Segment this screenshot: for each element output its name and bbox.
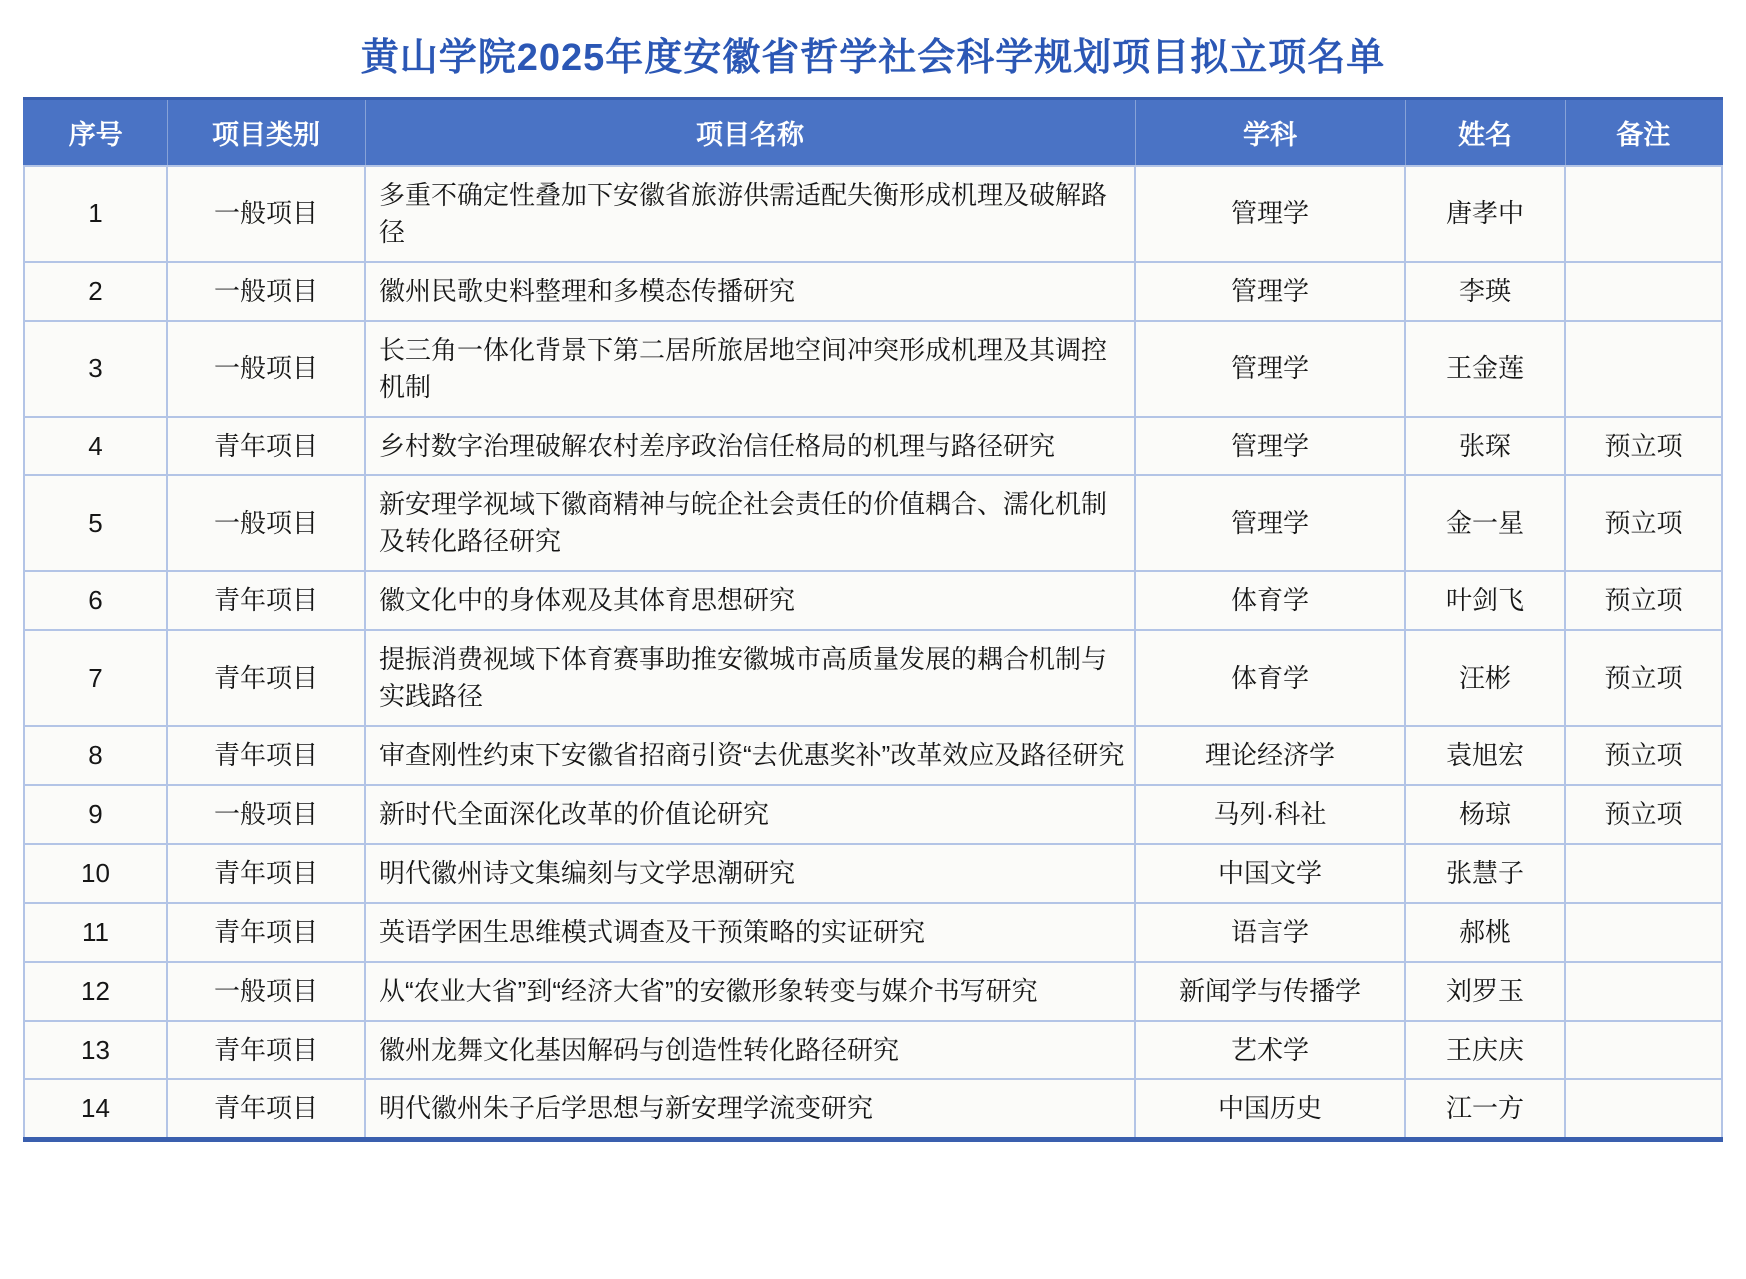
cell-remark: 预立项 — [1565, 417, 1722, 476]
cell-project-category: 一般项目 — [167, 321, 365, 417]
table-row — [24, 962, 1722, 1021]
cell-discipline: 新闻学与传播学 — [1135, 962, 1405, 1021]
cell-project-category: 青年项目 — [167, 630, 365, 726]
cell-remark: 预立项 — [1565, 571, 1722, 630]
cell-person-name: 王金莲 — [1405, 321, 1565, 417]
header-person-name: 姓名 — [1405, 99, 1565, 167]
cell-project-category: 青年项目 — [167, 1079, 365, 1139]
cell-serial-number: 4 — [24, 417, 167, 476]
table-row — [24, 571, 1722, 630]
cell-project-name: 长三角一体化背景下第二居所旅居地空间冲突形成机理及其调控机制 — [365, 321, 1135, 417]
cell-person-name: 江一方 — [1405, 1079, 1565, 1139]
cell-serial-number: 7 — [24, 630, 167, 726]
table-row — [24, 1079, 1722, 1139]
cell-serial-number: 11 — [24, 903, 167, 962]
cell-person-name: 张慧子 — [1405, 844, 1565, 903]
cell-project-category: 青年项目 — [167, 417, 365, 476]
cell-person-name: 叶剑飞 — [1405, 571, 1565, 630]
cell-remark — [1565, 903, 1722, 962]
cell-project-category: 一般项目 — [167, 962, 365, 1021]
cell-remark — [1565, 262, 1722, 321]
cell-project-name: 明代徽州朱子后学思想与新安理学流变研究 — [365, 1079, 1135, 1139]
projects-table — [23, 97, 1723, 1142]
cell-discipline: 理论经济学 — [1135, 726, 1405, 785]
cell-project-category: 一般项目 — [167, 166, 365, 262]
cell-discipline: 体育学 — [1135, 571, 1405, 630]
cell-project-name: 从“农业大省”到“经济大省”的安徽形象转变与媒介书写研究 — [365, 962, 1135, 1021]
cell-serial-number: 5 — [24, 475, 167, 571]
cell-project-name: 新安理学视域下徽商精神与皖企社会责任的价值耦合、濡化机制及转化路径研究 — [365, 475, 1135, 571]
cell-project-category: 青年项目 — [167, 726, 365, 785]
cell-project-category: 青年项目 — [167, 903, 365, 962]
cell-project-name: 徽文化中的身体观及其体育思想研究 — [365, 571, 1135, 630]
cell-discipline: 体育学 — [1135, 630, 1405, 726]
cell-person-name: 李瑛 — [1405, 262, 1565, 321]
table-row — [24, 726, 1722, 785]
cell-project-category: 一般项目 — [167, 475, 365, 571]
table-row — [24, 630, 1722, 726]
cell-remark — [1565, 844, 1722, 903]
page-title: 黄山学院2025年度安徽省哲学社会科学规划项目拟立项名单 — [360, 37, 1386, 79]
cell-project-category: 一般项目 — [167, 785, 365, 844]
cell-project-name: 多重不确定性叠加下安徽省旅游供需适配失衡形成机理及破解路径 — [365, 166, 1135, 262]
cell-project-name: 徽州龙舞文化基因解码与创造性转化路径研究 — [365, 1021, 1135, 1080]
table-row — [24, 844, 1722, 903]
cell-remark — [1565, 321, 1722, 417]
cell-project-name: 明代徽州诗文集编刻与文学思潮研究 — [365, 844, 1135, 903]
cell-person-name: 张琛 — [1405, 417, 1565, 476]
header-project-category: 项目类别 — [167, 99, 365, 167]
cell-project-category: 青年项目 — [167, 1021, 365, 1080]
cell-serial-number: 12 — [24, 962, 167, 1021]
cell-person-name: 刘罗玉 — [1405, 962, 1565, 1021]
cell-serial-number: 9 — [24, 785, 167, 844]
cell-project-category: 青年项目 — [167, 571, 365, 630]
cell-discipline: 管理学 — [1135, 321, 1405, 417]
table-row — [24, 417, 1722, 476]
table-row — [24, 903, 1722, 962]
cell-serial-number: 10 — [24, 844, 167, 903]
cell-project-name: 新时代全面深化改革的价值论研究 — [365, 785, 1135, 844]
cell-serial-number: 2 — [24, 262, 167, 321]
cell-discipline: 管理学 — [1135, 475, 1405, 571]
table-row — [24, 475, 1722, 571]
cell-project-category: 一般项目 — [167, 262, 365, 321]
cell-discipline: 中国文学 — [1135, 844, 1405, 903]
cell-remark: 预立项 — [1565, 785, 1722, 844]
table-row — [24, 1021, 1722, 1080]
header-discipline: 学科 — [1135, 99, 1405, 167]
cell-project-name: 乡村数字治理破解农村差序政治信任格局的机理与路径研究 — [365, 417, 1135, 476]
cell-remark: 预立项 — [1565, 475, 1722, 571]
cell-discipline: 中国历史 — [1135, 1079, 1405, 1139]
header-project-name: 项目名称 — [365, 99, 1135, 167]
cell-discipline: 艺术学 — [1135, 1021, 1405, 1080]
cell-remark — [1565, 1021, 1722, 1080]
cell-serial-number: 8 — [24, 726, 167, 785]
cell-remark: 预立项 — [1565, 726, 1722, 785]
table-row — [24, 262, 1722, 321]
header-row — [24, 99, 1722, 167]
cell-person-name: 王庆庆 — [1405, 1021, 1565, 1080]
table-row — [24, 785, 1722, 844]
cell-project-name: 徽州民歌史料整理和多模态传播研究 — [365, 262, 1135, 321]
cell-person-name: 汪彬 — [1405, 630, 1565, 726]
cell-remark — [1565, 1079, 1722, 1139]
cell-person-name: 杨琼 — [1405, 785, 1565, 844]
cell-serial-number: 1 — [24, 166, 167, 262]
cell-project-name: 英语学困生思维模式调查及干预策略的实证研究 — [365, 903, 1135, 962]
cell-person-name: 金一星 — [1405, 475, 1565, 571]
table-row — [24, 321, 1722, 417]
header-serial-number: 序号 — [24, 99, 167, 167]
table-row — [24, 166, 1722, 262]
cell-person-name: 袁旭宏 — [1405, 726, 1565, 785]
cell-person-name: 郝桃 — [1405, 903, 1565, 962]
cell-discipline: 管理学 — [1135, 262, 1405, 321]
cell-project-name: 提振消费视域下体育赛事助推安徽城市高质量发展的耦合机制与实践路径 — [365, 630, 1135, 726]
cell-serial-number: 6 — [24, 571, 167, 630]
cell-serial-number: 13 — [24, 1021, 167, 1080]
cell-serial-number: 14 — [24, 1079, 167, 1139]
cell-remark: 预立项 — [1565, 630, 1722, 726]
cell-project-category: 青年项目 — [167, 844, 365, 903]
cell-person-name: 唐孝中 — [1405, 166, 1565, 262]
table-body — [24, 166, 1722, 1140]
cell-remark — [1565, 962, 1722, 1021]
cell-discipline: 管理学 — [1135, 166, 1405, 262]
cell-project-name: 审查刚性约束下安徽省招商引资“去优惠奖补”改革效应及路径研究 — [365, 726, 1135, 785]
cell-serial-number: 3 — [24, 321, 167, 417]
header-remark: 备注 — [1565, 99, 1722, 167]
cell-discipline: 马列·科社 — [1135, 785, 1405, 844]
cell-remark — [1565, 166, 1722, 262]
cell-discipline: 管理学 — [1135, 417, 1405, 476]
cell-discipline: 语言学 — [1135, 903, 1405, 962]
